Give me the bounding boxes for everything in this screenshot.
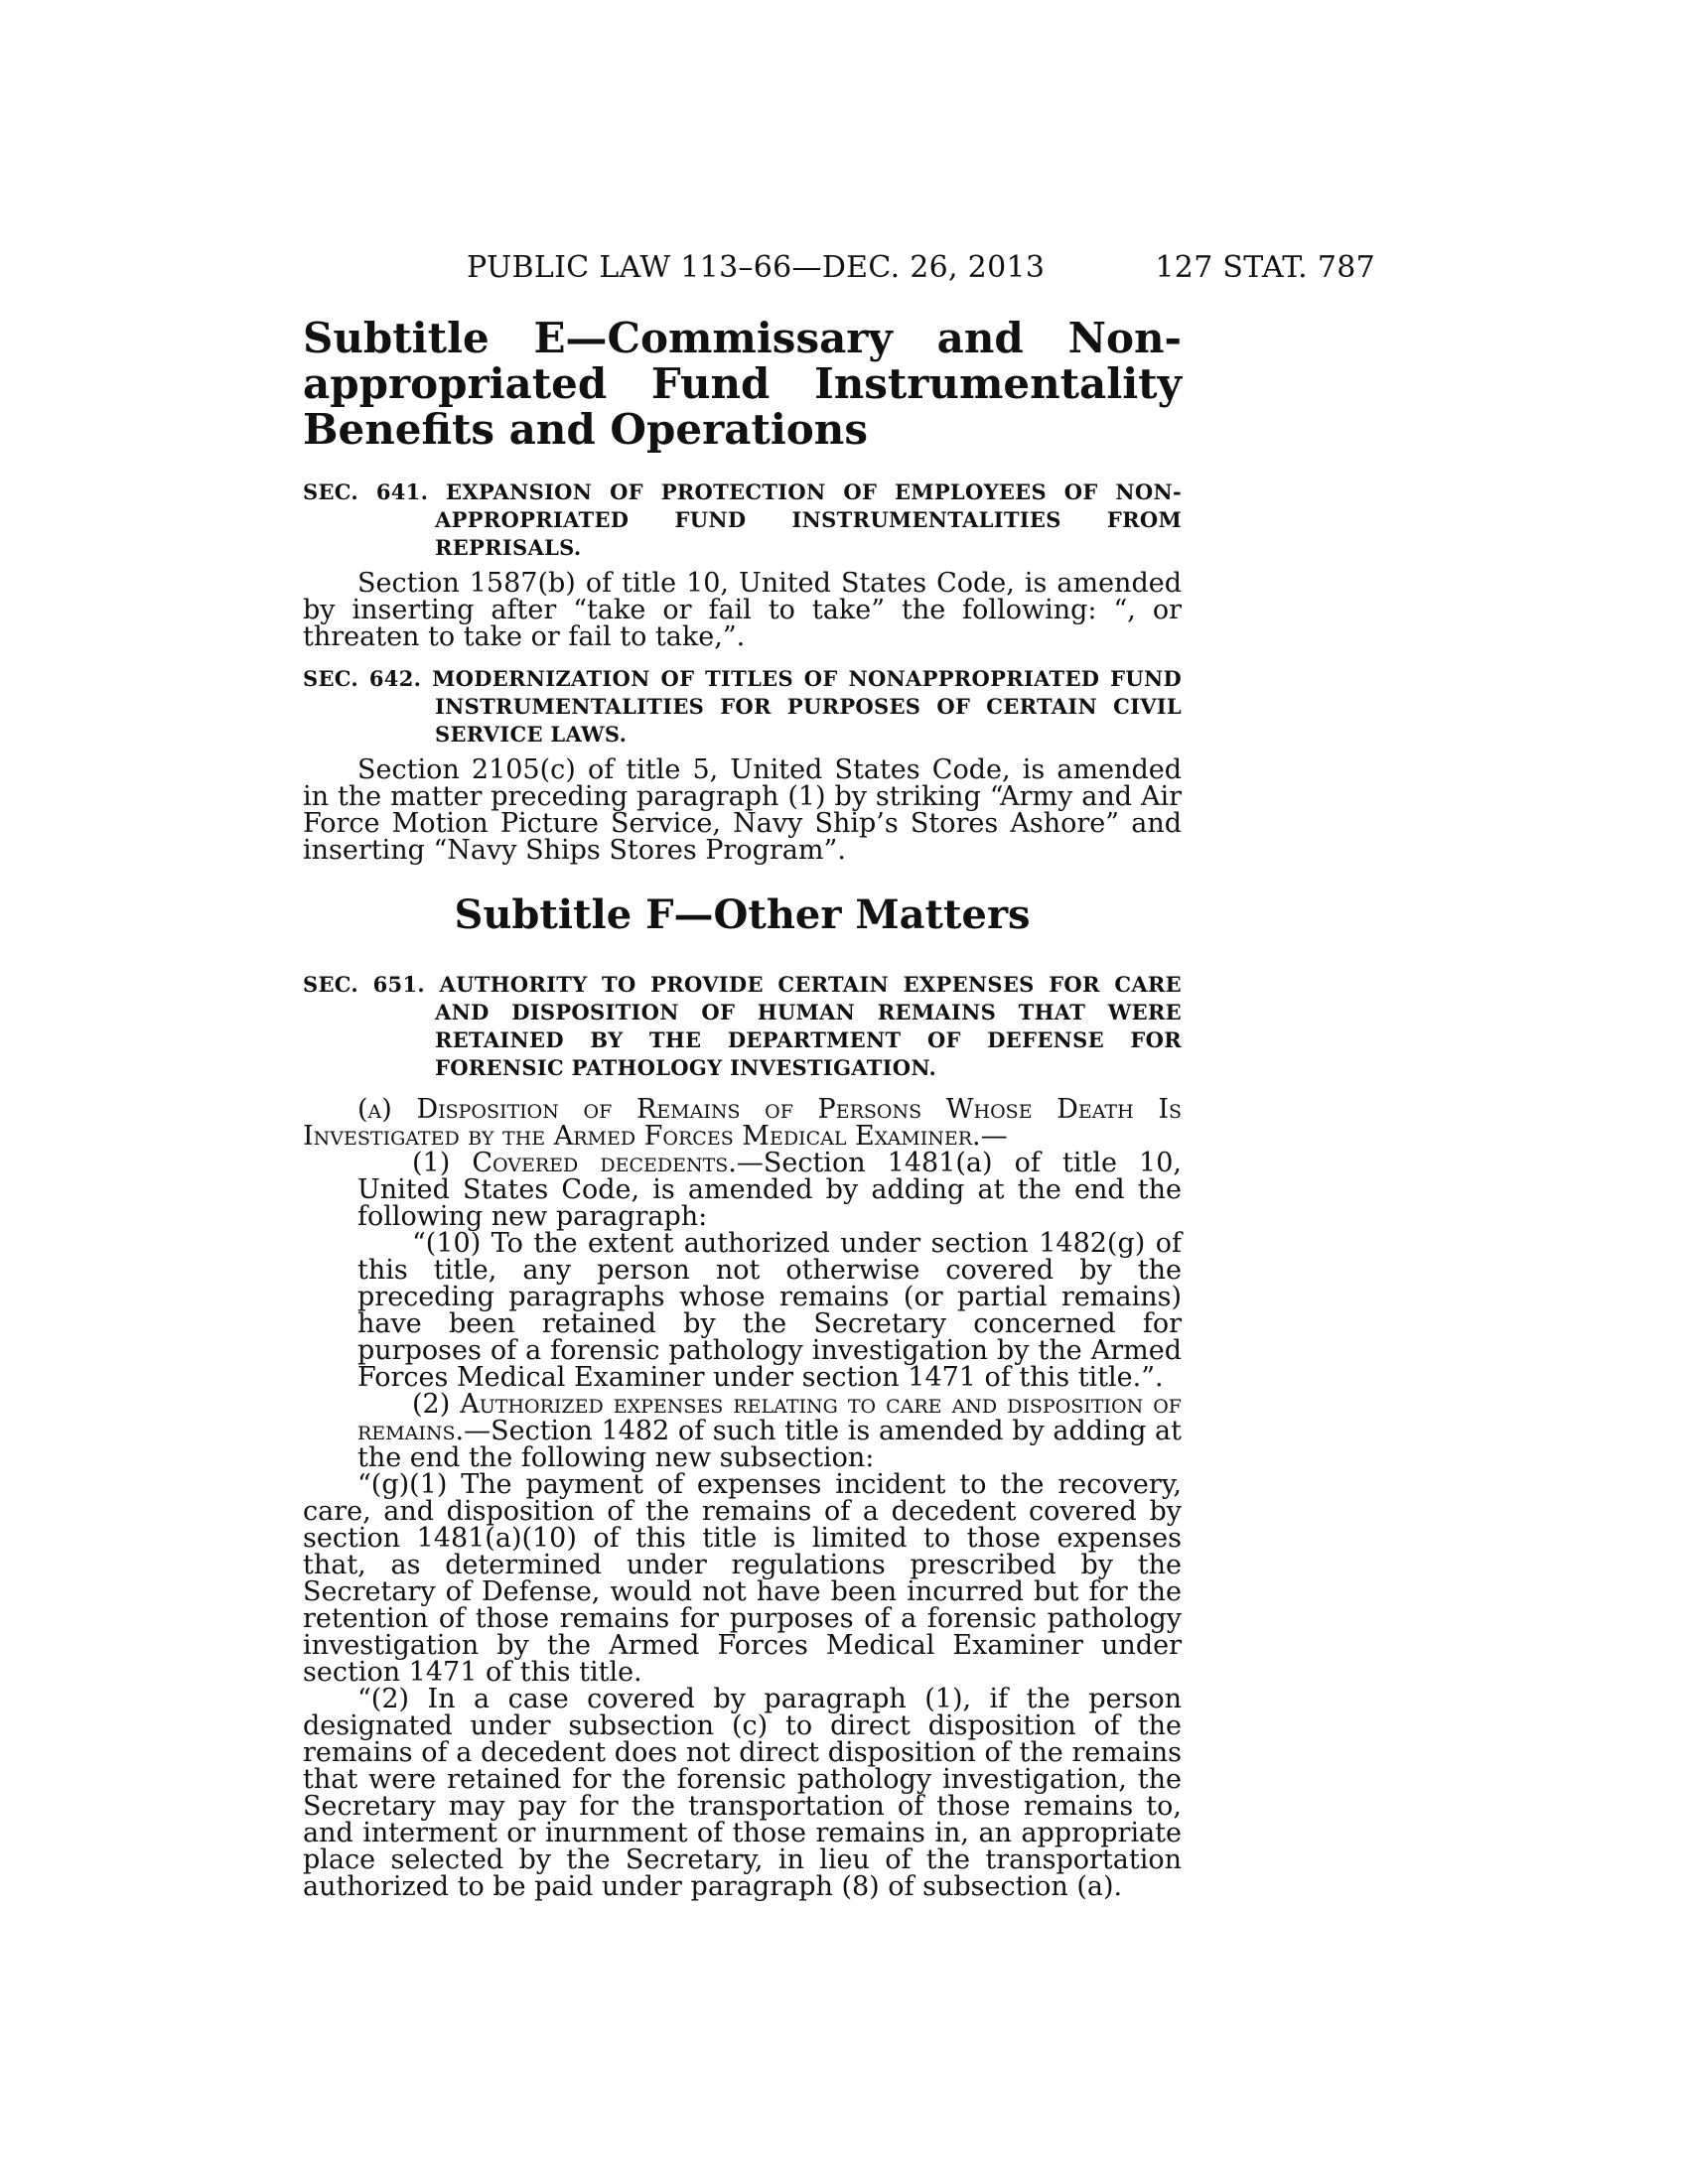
subsection-a-heading: (a) Disposition of Remains of Persons Whose Death Is Investigated by the Armed Forces Medical Examiner.—	[303, 1094, 1182, 1152]
subtitle-e-block	[303, 316, 1182, 453]
subtitle-f-heading: Subtitle F—Other Matters	[454, 891, 1031, 938]
paragraph-2-body: —Section 1482 of such title is amended by adding at the end the following new subsection:	[357, 1416, 1182, 1473]
paragraph-1-heading: (1) Covered decedents.	[412, 1148, 737, 1178]
running-header	[303, 250, 1375, 290]
section-641	[303, 478, 1182, 650]
paragraph-1-quote: “(10) To the extent authorized under section 1482(g) of this title, any person not otherwise covered by the preceding paragraphs whose remains (or partial remains) have been retained by the Secretary concerned for purposes of a forensic pathology investigation by the Armed Forces Medical Examiner under section 1471 of this title.”.	[357, 1228, 1182, 1393]
paragraph-2-heading: (2) Authorized expenses relating to care and disposition of remains.	[357, 1389, 1182, 1446]
section-642-body: Section 2105(c) of title 5, United States Code, is amended in the matter preceding paragraph (1) by striking “Army and Air Force Motion Picture Service, Navy Ship’s Stores Ashore” and inserting “Navy Ships Stores Program”.	[303, 754, 1182, 866]
subsection-g-2: “(2) In a case covered by paragraph (1), if the person designated under subsection (c) to direct disposition of the remains of a decedent does not direct disposition of the remains that were retained for the forensic pathology investigation, the Secretary may pay for the transportation of those remains to, and interment or inurnment of those remains in, an appropriate place selected by the Secretary, in lieu of the transportation authorized to be paid under paragraph (8) of subsection (a).	[303, 1684, 1182, 1902]
section-651	[303, 971, 1182, 1900]
paragraph-1	[303, 1150, 1182, 1230]
section-641-body: Section 1587(b) of title 10, United States Code, is amended by inserting after “take or fail to take” the following: “, or threaten to take or fail to take,”.	[303, 568, 1182, 652]
running-header-title: PUBLIC LAW 113–66—DEC. 26, 2013	[467, 250, 1046, 285]
page-reference: 127 STAT. 787	[1155, 250, 1375, 285]
paragraph-2	[303, 1391, 1182, 1471]
section-641-heading: SEC. 641. EXPANSION OF PROTECTION OF EMPLOYEES OF NON-APPROPRIATED FUND INSTRUMENTALITIES FROM REPRISALS.	[303, 479, 1182, 560]
subsection-g-1: “(g)(1) The payment of expenses incident to the recovery, care, and disposition of the remains of a decedent covered by section 1481(a)(10) of this title is limited to those expenses that, as determined under regulations prescribed by the Secretary of Defense, would not have been incurred but for the retention of those remains for purposes of a forensic pathology investigation by the Armed Forces Medical Examiner under section 1471 of this title.	[303, 1469, 1182, 1688]
paragraph-1-body: —Section 1481(a) of title 10, United States Code, is amended by adding at the end the following new paragraph:	[357, 1148, 1182, 1232]
subtitle-f-block	[303, 891, 1182, 938]
section-642	[303, 665, 1182, 864]
subtitle-e-heading: Subtitle E—Commissary and Non-appropriated Fund Instrumentality Benefits and Operations	[303, 314, 1182, 454]
section-651-heading: SEC. 651. AUTHORITY TO PROVIDE CERTAIN EXPENSES FOR CARE AND DISPOSITION OF HUMAN REMAINS THAT WERE RETAINED BY THE DEPARTMENT OF DEFENSE FOR FORENSIC PATHOLOGY INVESTIGATION.	[303, 972, 1182, 1080]
section-642-heading: SEC. 642. MODERNIZATION OF TITLES OF NONAPPROPRIATED FUND INSTRUMENTALITIES FOR PURPOSES OF CERTAIN CIVIL SERVICE LAWS.	[303, 666, 1182, 747]
